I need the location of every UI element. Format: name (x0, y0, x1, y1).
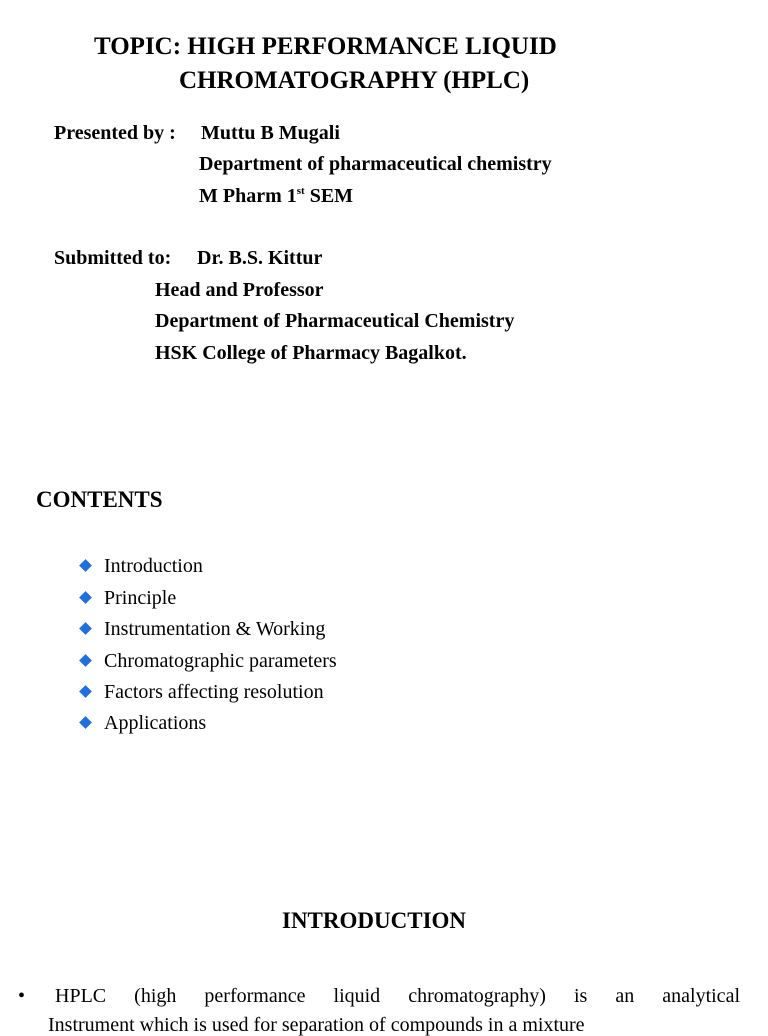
intro-bullet: • (18, 985, 26, 1007)
diamond-bullet-icon (79, 591, 92, 604)
diamond-bullet-icon (79, 559, 92, 572)
course-prefix: M Pharm 1 (199, 185, 297, 207)
submitted-to-label: Submitted to: (54, 247, 172, 269)
diamond-bullet-icon (79, 685, 92, 698)
contents-heading: CONTENTS (36, 487, 163, 512)
diamond-bullet-icon (79, 716, 92, 729)
presenter-department: Department of pharmaceutical chemistry (199, 153, 552, 175)
submitted-to-college: HSK College of Pharmacy Bagalkot. (155, 342, 467, 364)
list-item: Instrumentation & Working (104, 618, 326, 640)
diamond-bullet-icon (79, 622, 92, 635)
submitted-to-name: Dr. B.S. Kittur (197, 247, 323, 269)
topic-line-1: TOPIC: HIGH PERFORMANCE LIQUID (94, 33, 557, 60)
list-item: Factors affecting resolution (104, 681, 324, 703)
diamond-bullet-icon (79, 654, 92, 667)
submitted-to-department: Department of Pharmaceutical Chemistry (155, 310, 515, 332)
introduction-heading: INTRODUCTION (282, 908, 467, 933)
list-item: Principle (104, 587, 177, 609)
topic-line-2: CHROMATOGRAPHY (HPLC) (179, 67, 530, 94)
presenter-course (199, 186, 353, 206)
intro-line-2: Instrument which is used for separation of compounds in a mixture (48, 1014, 585, 1036)
submitted-to-title: Head and Professor (155, 279, 324, 301)
list-item: Applications (104, 712, 207, 734)
list-item: Introduction (104, 555, 203, 577)
list-item: Chromatographic parameters (104, 650, 337, 672)
presenter-name: Muttu B Mugali (201, 122, 340, 144)
course-suffix: SEM (304, 185, 354, 207)
presented-by-label: Presented by : (54, 122, 176, 144)
course-superscript: st (296, 185, 305, 197)
intro-line-1: HPLC (high performance liquid chromatography) is an analytical (55, 985, 740, 1007)
introduction-paragraph (18, 986, 740, 1006)
